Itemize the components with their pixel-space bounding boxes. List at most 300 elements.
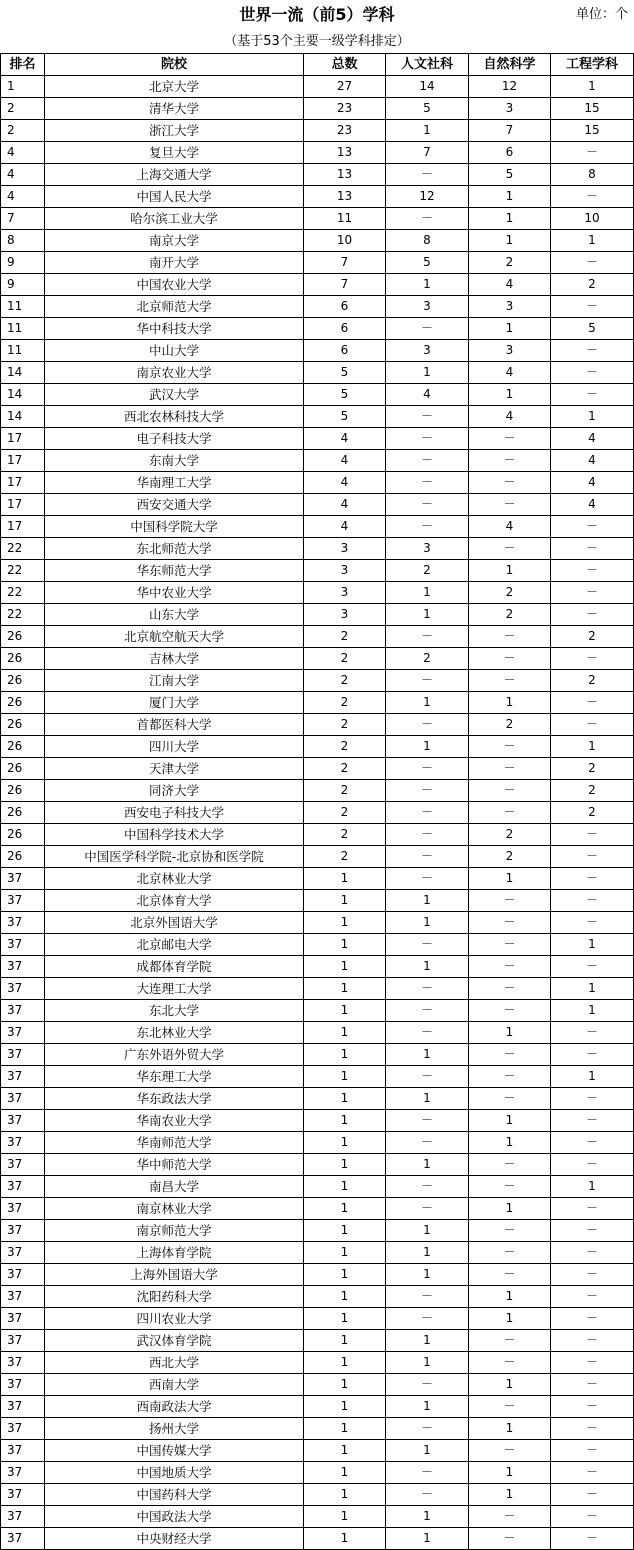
engineering-cell: 2	[551, 274, 634, 296]
engineering-cell: －	[551, 1242, 634, 1264]
total-cell: 4	[304, 450, 386, 472]
natural-science-cell: －	[469, 1264, 551, 1286]
school-cell: 复旦大学	[45, 142, 304, 164]
engineering-cell: －	[551, 252, 634, 274]
engineering-cell: 2	[551, 780, 634, 802]
natural-science-cell: 12	[469, 76, 551, 98]
total-cell: 1	[304, 1110, 386, 1132]
page-subtitle: （基于53个主要一级学科排定）	[224, 34, 410, 49]
column-header-engineering: 工程学科	[551, 54, 634, 76]
engineering-cell: 1	[551, 934, 634, 956]
total-cell: 1	[304, 1440, 386, 1462]
natural-science-cell: 1	[469, 1198, 551, 1220]
humanities-cell: 1	[386, 274, 469, 296]
engineering-cell: 5	[551, 318, 634, 340]
natural-science-cell: 1	[469, 868, 551, 890]
humanities-cell: －	[386, 670, 469, 692]
rank-cell: 37	[1, 1022, 45, 1044]
rank-cell: 37	[1, 1088, 45, 1110]
rank-cell: 8	[1, 230, 45, 252]
school-cell: 山东大学	[45, 604, 304, 626]
engineering-cell: －	[551, 1506, 634, 1528]
humanities-cell: 1	[386, 1352, 469, 1374]
humanities-cell: －	[386, 1418, 469, 1440]
school-cell: 东北大学	[45, 1000, 304, 1022]
school-cell: 北京大学	[45, 76, 304, 98]
humanities-cell: －	[386, 1000, 469, 1022]
engineering-cell: －	[551, 956, 634, 978]
natural-science-cell: 2	[469, 714, 551, 736]
school-cell: 上海外国语大学	[45, 1264, 304, 1286]
natural-science-cell: －	[469, 1088, 551, 1110]
table-row	[1, 1066, 634, 1088]
school-cell: 北京外国语大学	[45, 912, 304, 934]
natural-science-cell: －	[469, 978, 551, 1000]
school-cell: 中国农业大学	[45, 274, 304, 296]
table-row	[1, 1330, 634, 1352]
school-cell: 武汉体育学院	[45, 1330, 304, 1352]
school-cell: 华南农业大学	[45, 1110, 304, 1132]
natural-science-cell: 2	[469, 582, 551, 604]
rank-cell: 37	[1, 934, 45, 956]
natural-science-cell: 1	[469, 384, 551, 406]
rank-cell: 37	[1, 1330, 45, 1352]
rank-cell: 2	[1, 120, 45, 142]
humanities-cell: －	[386, 824, 469, 846]
rank-cell: 37	[1, 1352, 45, 1374]
school-cell: 中央财经大学	[45, 1528, 304, 1550]
table-row	[1, 1352, 634, 1374]
humanities-cell: 1	[386, 890, 469, 912]
engineering-cell: 1	[551, 978, 634, 1000]
school-cell: 同济大学	[45, 780, 304, 802]
rank-cell: 14	[1, 362, 45, 384]
total-cell: 1	[304, 1022, 386, 1044]
table-row	[1, 252, 634, 274]
rank-cell: 37	[1, 1242, 45, 1264]
table-row	[1, 1022, 634, 1044]
school-cell: 南京农业大学	[45, 362, 304, 384]
natural-science-cell: 1	[469, 1286, 551, 1308]
school-cell: 北京航空航天大学	[45, 626, 304, 648]
humanities-cell: 1	[386, 912, 469, 934]
table-row	[1, 758, 634, 780]
rank-cell: 22	[1, 604, 45, 626]
school-cell: 西南大学	[45, 1374, 304, 1396]
engineering-cell: －	[551, 1374, 634, 1396]
school-cell: 电子科技大学	[45, 428, 304, 450]
school-cell: 西安电子科技大学	[45, 802, 304, 824]
engineering-cell: －	[551, 1330, 634, 1352]
total-cell: 2	[304, 648, 386, 670]
rank-cell: 37	[1, 1308, 45, 1330]
school-cell: 西北大学	[45, 1352, 304, 1374]
school-cell: 南京师范大学	[45, 1220, 304, 1242]
table-row	[1, 736, 634, 758]
total-cell: 1	[304, 1506, 386, 1528]
humanities-cell: －	[386, 428, 469, 450]
table-row	[1, 1044, 634, 1066]
total-cell: 1	[304, 1132, 386, 1154]
title-row	[0, 0, 634, 31]
school-cell: 北京师范大学	[45, 296, 304, 318]
school-cell: 华东政法大学	[45, 1088, 304, 1110]
table-row	[1, 560, 634, 582]
humanities-cell: －	[386, 472, 469, 494]
school-cell: 华中科技大学	[45, 318, 304, 340]
total-cell: 3	[304, 560, 386, 582]
rank-cell: 26	[1, 714, 45, 736]
total-cell: 10	[304, 230, 386, 252]
table-row	[1, 1000, 634, 1022]
engineering-cell: －	[551, 846, 634, 868]
unit-label: 单位：个	[575, 7, 628, 22]
natural-science-cell: 1	[469, 1418, 551, 1440]
natural-science-cell: 6	[469, 142, 551, 164]
natural-science-cell: 3	[469, 296, 551, 318]
rank-cell: 37	[1, 1198, 45, 1220]
humanities-cell: 1	[386, 362, 469, 384]
natural-science-cell: 1	[469, 1462, 551, 1484]
total-cell: 1	[304, 1176, 386, 1198]
table-row	[1, 1374, 634, 1396]
rank-cell: 17	[1, 428, 45, 450]
school-cell: 华中师范大学	[45, 1154, 304, 1176]
total-cell: 1	[304, 1528, 386, 1550]
humanities-cell: 1	[386, 1044, 469, 1066]
rank-cell: 37	[1, 1506, 45, 1528]
humanities-cell: 3	[386, 296, 469, 318]
rank-cell: 17	[1, 494, 45, 516]
total-cell: 3	[304, 582, 386, 604]
natural-science-cell: 2	[469, 824, 551, 846]
table-row	[1, 538, 634, 560]
table-row	[1, 296, 634, 318]
natural-science-cell: －	[469, 1154, 551, 1176]
engineering-cell: －	[551, 1264, 634, 1286]
school-cell: 东北林业大学	[45, 1022, 304, 1044]
total-cell: 1	[304, 1044, 386, 1066]
total-cell: 2	[304, 692, 386, 714]
rank-cell: 17	[1, 472, 45, 494]
natural-science-cell: 1	[469, 1110, 551, 1132]
natural-science-cell: 4	[469, 274, 551, 296]
rank-cell: 11	[1, 340, 45, 362]
rank-cell: 37	[1, 912, 45, 934]
engineering-cell: －	[551, 186, 634, 208]
rank-cell: 37	[1, 1484, 45, 1506]
humanities-cell: 1	[386, 956, 469, 978]
total-cell: 23	[304, 120, 386, 142]
school-cell: 东北师范大学	[45, 538, 304, 560]
rank-cell: 37	[1, 1066, 45, 1088]
school-cell: 扬州大学	[45, 1418, 304, 1440]
natural-science-cell: 4	[469, 362, 551, 384]
natural-science-cell: 1	[469, 1374, 551, 1396]
table-header-row	[1, 54, 634, 76]
engineering-cell: －	[551, 890, 634, 912]
natural-science-cell: 1	[469, 1022, 551, 1044]
total-cell: 1	[304, 868, 386, 890]
school-cell: 中国人民大学	[45, 186, 304, 208]
natural-science-cell: －	[469, 494, 551, 516]
humanities-cell: －	[386, 494, 469, 516]
table-row	[1, 1396, 634, 1418]
school-cell: 南京大学	[45, 230, 304, 252]
engineering-cell: －	[551, 1440, 634, 1462]
total-cell: 1	[304, 1462, 386, 1484]
table-row	[1, 76, 634, 98]
total-cell: 23	[304, 98, 386, 120]
rank-cell: 14	[1, 384, 45, 406]
humanities-cell: 1	[386, 1506, 469, 1528]
engineering-cell: －	[551, 1528, 634, 1550]
table-row	[1, 494, 634, 516]
humanities-cell: －	[386, 978, 469, 1000]
rank-cell: 37	[1, 1396, 45, 1418]
school-cell: 广东外语外贸大学	[45, 1044, 304, 1066]
natural-science-cell: －	[469, 912, 551, 934]
table-body	[1, 76, 634, 1550]
rank-cell: 22	[1, 560, 45, 582]
school-cell: 沈阳药科大学	[45, 1286, 304, 1308]
humanities-cell: －	[386, 1286, 469, 1308]
humanities-cell: －	[386, 1198, 469, 1220]
natural-science-cell: 2	[469, 252, 551, 274]
natural-science-cell: －	[469, 1440, 551, 1462]
humanities-cell: －	[386, 780, 469, 802]
natural-science-cell: 1	[469, 1132, 551, 1154]
engineering-cell: 2	[551, 802, 634, 824]
rank-cell: 22	[1, 538, 45, 560]
total-cell: 4	[304, 516, 386, 538]
engineering-cell: －	[551, 1286, 634, 1308]
table-row	[1, 824, 634, 846]
humanities-cell: 1	[386, 692, 469, 714]
table-row	[1, 868, 634, 890]
total-cell: 1	[304, 1088, 386, 1110]
table-row	[1, 582, 634, 604]
school-cell: 四川农业大学	[45, 1308, 304, 1330]
humanities-cell: 1	[386, 582, 469, 604]
engineering-cell: －	[551, 1418, 634, 1440]
natural-science-cell: 4	[469, 516, 551, 538]
rank-cell: 26	[1, 758, 45, 780]
humanities-cell: 1	[386, 1528, 469, 1550]
rank-cell: 11	[1, 318, 45, 340]
total-cell: 13	[304, 142, 386, 164]
natural-science-cell: －	[469, 1176, 551, 1198]
engineering-cell: －	[551, 582, 634, 604]
natural-science-cell: －	[469, 1220, 551, 1242]
humanities-cell: －	[386, 208, 469, 230]
engineering-cell: 2	[551, 626, 634, 648]
engineering-cell: －	[551, 1220, 634, 1242]
humanities-cell: 1	[386, 1242, 469, 1264]
table-row	[1, 780, 634, 802]
humanities-cell: 2	[386, 648, 469, 670]
engineering-cell: －	[551, 1110, 634, 1132]
natural-science-cell: 1	[469, 230, 551, 252]
humanities-cell: －	[386, 450, 469, 472]
rank-cell: 1	[1, 76, 45, 98]
school-cell: 江南大学	[45, 670, 304, 692]
total-cell: 1	[304, 956, 386, 978]
natural-science-cell: －	[469, 1000, 551, 1022]
humanities-cell: 3	[386, 340, 469, 362]
engineering-cell: －	[551, 1088, 634, 1110]
rank-cell: 37	[1, 956, 45, 978]
rank-cell: 2	[1, 98, 45, 120]
engineering-cell: 1	[551, 76, 634, 98]
total-cell: 1	[304, 1286, 386, 1308]
rank-cell: 37	[1, 1264, 45, 1286]
engineering-cell: －	[551, 516, 634, 538]
humanities-cell: －	[386, 1022, 469, 1044]
natural-science-cell: －	[469, 1352, 551, 1374]
humanities-cell: 5	[386, 98, 469, 120]
table-row	[1, 846, 634, 868]
natural-science-cell: －	[469, 1396, 551, 1418]
natural-science-cell: －	[469, 1330, 551, 1352]
rank-cell: 37	[1, 1132, 45, 1154]
rank-cell: 26	[1, 846, 45, 868]
natural-science-cell: 1	[469, 186, 551, 208]
total-cell: 1	[304, 934, 386, 956]
humanities-cell: 2	[386, 560, 469, 582]
rank-cell: 4	[1, 164, 45, 186]
humanities-cell: 1	[386, 1396, 469, 1418]
engineering-cell: －	[551, 1198, 634, 1220]
total-cell: 2	[304, 626, 386, 648]
engineering-cell: 15	[551, 120, 634, 142]
total-cell: 13	[304, 164, 386, 186]
school-cell: 华东师范大学	[45, 560, 304, 582]
table-row	[1, 384, 634, 406]
engineering-cell: 1	[551, 1176, 634, 1198]
humanities-cell: 12	[386, 186, 469, 208]
humanities-cell: 7	[386, 142, 469, 164]
engineering-cell: －	[551, 1308, 634, 1330]
rank-cell: 37	[1, 1044, 45, 1066]
engineering-cell: 2	[551, 758, 634, 780]
total-cell: 1	[304, 1242, 386, 1264]
humanities-cell: －	[386, 1066, 469, 1088]
school-cell: 四川大学	[45, 736, 304, 758]
school-cell: 吉林大学	[45, 648, 304, 670]
table-row	[1, 164, 634, 186]
humanities-cell: －	[386, 406, 469, 428]
total-cell: 6	[304, 296, 386, 318]
humanities-cell: －	[386, 1374, 469, 1396]
natural-science-cell: －	[469, 802, 551, 824]
table-row	[1, 274, 634, 296]
rank-cell: 9	[1, 274, 45, 296]
school-cell: 北京林业大学	[45, 868, 304, 890]
humanities-cell: 1	[386, 1220, 469, 1242]
table-row	[1, 1462, 634, 1484]
humanities-cell: 1	[386, 604, 469, 626]
school-cell: 华南师范大学	[45, 1132, 304, 1154]
natural-science-cell: －	[469, 1066, 551, 1088]
rank-cell: 37	[1, 1374, 45, 1396]
rank-cell: 37	[1, 1440, 45, 1462]
table-row	[1, 604, 634, 626]
humanities-cell: －	[386, 1132, 469, 1154]
engineering-cell: 15	[551, 98, 634, 120]
school-cell: 中国科学技术大学	[45, 824, 304, 846]
rank-cell: 26	[1, 670, 45, 692]
humanities-cell: －	[386, 1308, 469, 1330]
total-cell: 5	[304, 362, 386, 384]
table-row	[1, 1418, 634, 1440]
natural-science-cell: －	[469, 1044, 551, 1066]
total-cell: 1	[304, 1418, 386, 1440]
engineering-cell: 4	[551, 494, 634, 516]
school-cell: 天津大学	[45, 758, 304, 780]
school-cell: 华中农业大学	[45, 582, 304, 604]
table-row	[1, 362, 634, 384]
rank-cell: 26	[1, 824, 45, 846]
rank-cell: 37	[1, 890, 45, 912]
engineering-cell: －	[551, 868, 634, 890]
column-header-total: 总数	[304, 54, 386, 76]
engineering-cell: －	[551, 384, 634, 406]
rank-cell: 37	[1, 1176, 45, 1198]
humanities-cell: 8	[386, 230, 469, 252]
total-cell: 6	[304, 318, 386, 340]
column-header-natural-science: 自然科学	[469, 54, 551, 76]
total-cell: 2	[304, 758, 386, 780]
table-row	[1, 186, 634, 208]
table-row	[1, 934, 634, 956]
natural-science-cell: －	[469, 736, 551, 758]
rank-cell: 7	[1, 208, 45, 230]
rank-cell: 37	[1, 1286, 45, 1308]
natural-science-cell: －	[469, 428, 551, 450]
natural-science-cell: －	[469, 956, 551, 978]
school-cell: 北京体育大学	[45, 890, 304, 912]
engineering-cell: －	[551, 1154, 634, 1176]
table-row	[1, 714, 634, 736]
rank-cell: 26	[1, 736, 45, 758]
ranking-table	[0, 53, 634, 1550]
humanities-cell: 1	[386, 736, 469, 758]
rank-cell: 4	[1, 142, 45, 164]
column-header-humanities: 人文社科	[386, 54, 469, 76]
rank-cell: 17	[1, 450, 45, 472]
rank-cell: 26	[1, 780, 45, 802]
natural-science-cell: －	[469, 1242, 551, 1264]
natural-science-cell: －	[469, 626, 551, 648]
total-cell: 4	[304, 494, 386, 516]
table-row	[1, 1220, 634, 1242]
natural-science-cell: －	[469, 670, 551, 692]
rank-cell: 37	[1, 868, 45, 890]
school-cell: 浙江大学	[45, 120, 304, 142]
engineering-cell: －	[551, 1352, 634, 1374]
humanities-cell: 5	[386, 252, 469, 274]
table-row	[1, 516, 634, 538]
total-cell: 2	[304, 846, 386, 868]
total-cell: 13	[304, 186, 386, 208]
natural-science-cell: 3	[469, 340, 551, 362]
school-cell: 上海体育学院	[45, 1242, 304, 1264]
school-cell: 上海交通大学	[45, 164, 304, 186]
table-row	[1, 1242, 634, 1264]
engineering-cell: 10	[551, 208, 634, 230]
engineering-cell: －	[551, 1022, 634, 1044]
